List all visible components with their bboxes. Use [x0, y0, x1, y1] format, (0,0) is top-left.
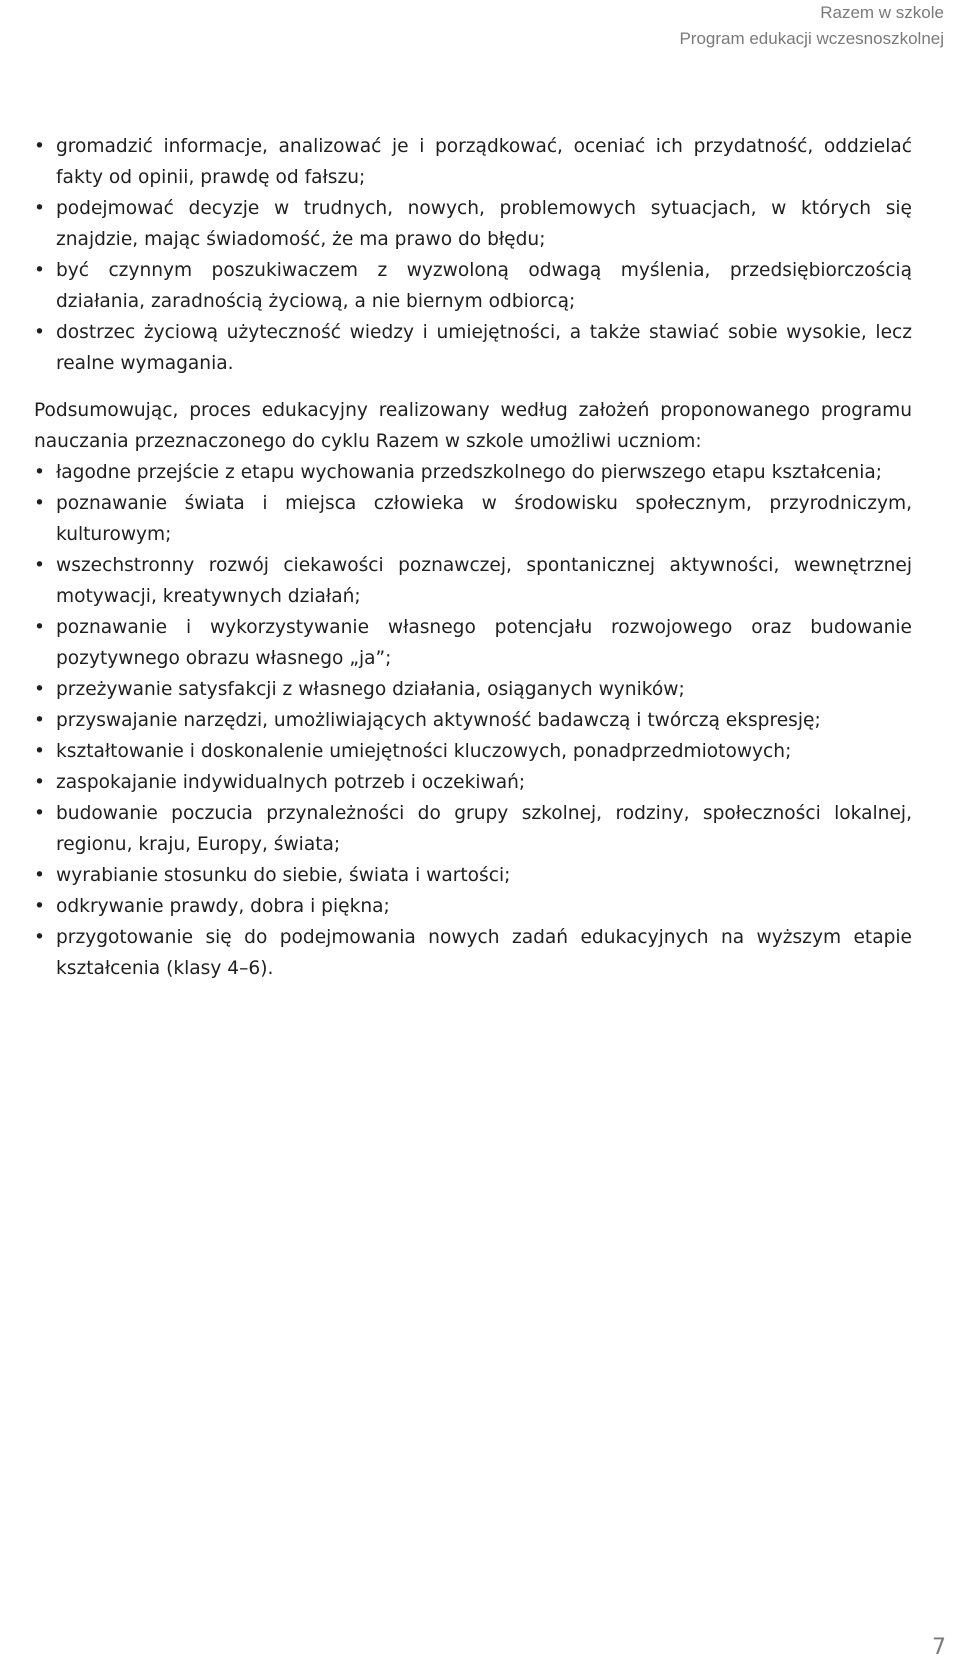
list-item: • zaspokajanie indywidualnych potrzeb i oczekiwań;: [34, 767, 912, 798]
page-number: 7: [932, 1635, 946, 1660]
intro-bullet-list: [34, 131, 912, 379]
list-item: • przeżywanie satysfakcji z własnego działania, osiąganych wyników;: [34, 674, 912, 705]
list-item: • być czynnym poszukiwaczem z wyzwoloną odwagą myślenia, przedsiębiorczością działania, zaradnością życiową, a nie biernym odbiorcą;: [34, 255, 912, 317]
header-subtitle: Program edukacji wczesnoszkolnej: [679, 29, 944, 48]
header-title: Razem w szkole: [820, 3, 944, 22]
list-item: • wszechstronny rozwój ciekawości poznawczej, spontanicznej aktywności, wewnętrznej motywacji, kreatywnych działań;: [34, 550, 912, 612]
outcomes-bullet-list: [34, 457, 912, 984]
running-header: [679, 0, 944, 52]
page-body: [34, 131, 912, 984]
list-item: • gromadzić informacje, analizować je i porządkować, oceniać ich przydatność, oddzielać fakty od opinii, prawdę od fałszu;: [34, 131, 912, 193]
list-item: • wyrabianie stosunku do siebie, świata i wartości;: [34, 860, 912, 891]
list-item: • łagodne przejście z etapu wychowania przedszkolnego do pierwszego etapu kształcenia;: [34, 457, 912, 488]
list-item: • podejmować decyzje w trudnych, nowych, problemowych sytuacjach, w których się znajdzie, mając świadomość, że ma prawo do błędu;: [34, 193, 912, 255]
list-item: • poznawanie i wykorzystywanie własnego potencjału rozwojowego oraz budowanie pozytywnego obrazu własnego „ja”;: [34, 612, 912, 674]
list-item: • odkrywanie prawdy, dobra i piękna;: [34, 891, 912, 922]
list-item: • przyswajanie narzędzi, umożliwiających aktywność badawczą i twórczą ekspresję;: [34, 705, 912, 736]
summary-paragraph: Podsumowując, proces edukacyjny realizowany według założeń proponowanego programu nauczania przeznaczonego do cyklu Razem w szkole umożliwi uczniom:: [34, 400, 912, 452]
list-item: • przygotowanie się do podejmowania nowych zadań edukacyjnych na wyższym etapie kształcenia (klasy 4–6).: [34, 922, 912, 984]
list-item: • kształtowanie i doskonalenie umiejętności kluczowych, ponadprzedmiotowych;: [34, 736, 912, 767]
list-item: • poznawanie świata i miejsca człowieka w środowisku społecznym, przyrodniczym, kulturowym;: [34, 488, 912, 550]
list-item: • budowanie poczucia przynależności do grupy szkolnej, rodziny, społeczności lokalnej, regionu, kraju, Europy, świata;: [34, 798, 912, 860]
list-item: • dostrzec życiową użyteczność wiedzy i umiejętności, a także stawiać sobie wysokie, lecz realne wymagania.: [34, 317, 912, 379]
